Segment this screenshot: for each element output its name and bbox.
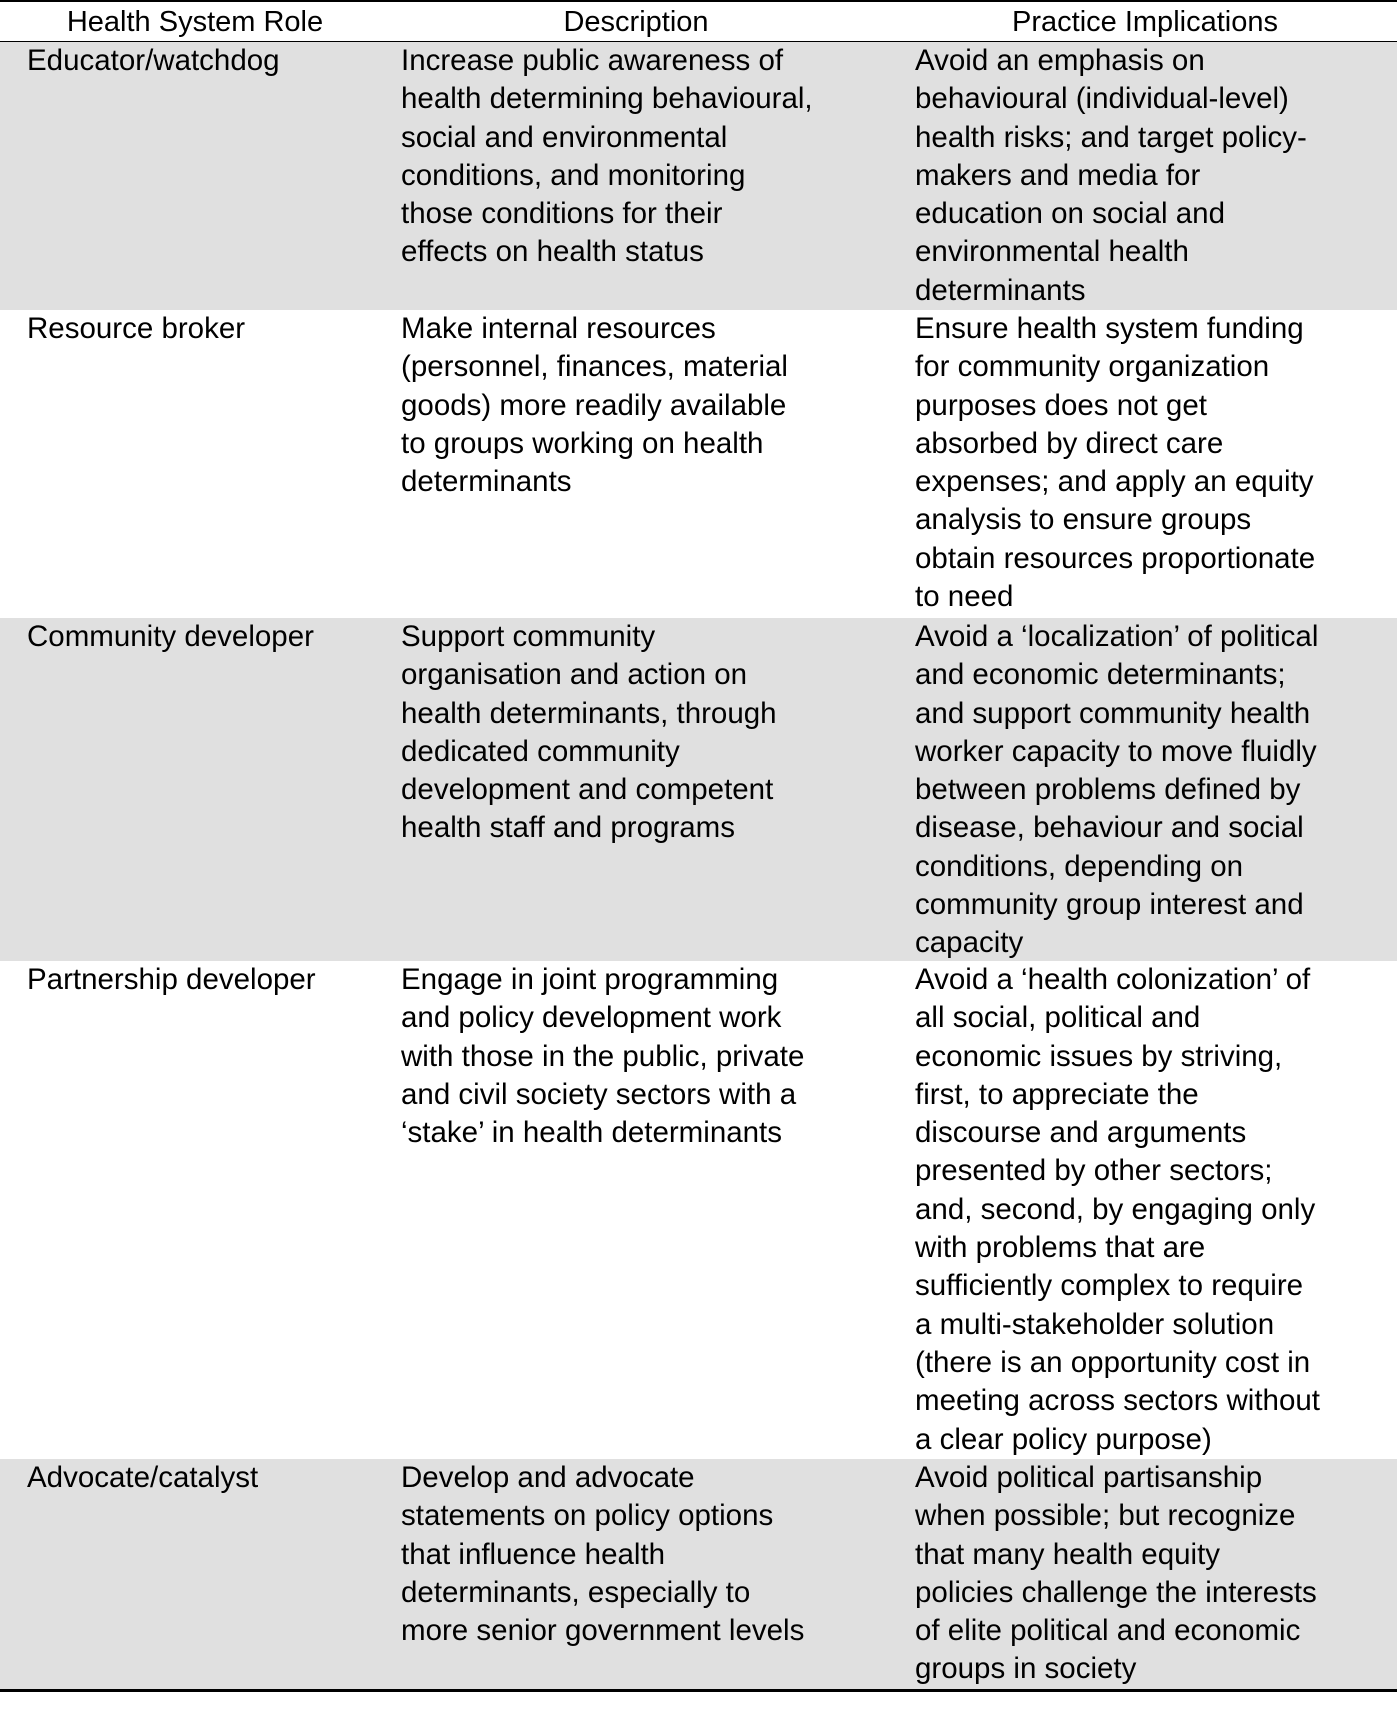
description-cell	[401, 618, 777, 848]
cell-text-line: of elite political and economic	[915, 1614, 1301, 1648]
cell-text-line: makers and media for	[915, 158, 1201, 192]
implications-cell	[915, 961, 1320, 1459]
cell-text-line: with those in the public, private	[401, 1039, 805, 1073]
cell-text-line: behavioural (individual-level)	[915, 82, 1289, 116]
cell-text-line: Make internal resources	[401, 312, 716, 345]
table-header	[0, 2, 1397, 43]
cell-text-line: organisation and action on	[401, 658, 748, 692]
cell-text-line: presented by other sectors;	[915, 1154, 1273, 1188]
cell-text-line: those conditions for their	[401, 197, 723, 231]
cell-text-line: determinants	[401, 465, 572, 499]
cell-text-line: goods) more readily available	[401, 388, 787, 422]
cell-text-line: and civil society sectors with a	[401, 1077, 797, 1111]
implications-cell	[915, 1459, 1317, 1689]
cell-text-line: analysis to ensure groups	[915, 503, 1252, 537]
cell-text-line: that many health equity	[915, 1537, 1221, 1571]
cell-text-line: health risks; and target policy-	[915, 120, 1307, 154]
table-row	[0, 961, 1397, 1459]
cell-text-line: discourse and arguments	[915, 1116, 1247, 1150]
bottom-rule	[0, 1689, 1397, 1692]
cell-text-line: dedicated community	[401, 734, 680, 768]
cell-text-line: when possible; but recognize	[915, 1499, 1296, 1533]
role-cell	[27, 42, 280, 80]
implications-cell	[915, 618, 1318, 963]
cell-text-line: community group interest and	[915, 888, 1304, 922]
table-row	[0, 310, 1397, 618]
cell-text-line: Avoid political partisanship	[915, 1461, 1263, 1494]
cell-text-line: economic issues by striving,	[915, 1039, 1283, 1073]
cell-text-line: (there is an opportunity cost in	[915, 1345, 1311, 1379]
cell-text-line: determinants	[915, 273, 1086, 307]
cell-text-line: and, second, by engaging only	[915, 1192, 1316, 1226]
cell-text-line: Advocate/catalyst	[27, 1461, 259, 1494]
header-health-system-role: Health System Role	[66, 6, 324, 38]
cell-text-line: social and environmental	[401, 120, 728, 154]
cell-text-line: Engage in joint programming	[401, 963, 779, 996]
cell-text-line: conditions, depending on	[915, 849, 1244, 883]
description-cell	[401, 310, 788, 501]
cell-text-line: a multi-stakeholder solution	[915, 1307, 1275, 1341]
cell-text-line: Ensure health system funding	[915, 312, 1304, 345]
cell-text-line: environmental health	[915, 235, 1189, 269]
cell-text-line: groups in society	[915, 1652, 1137, 1686]
cell-text-line: with problems that are	[915, 1231, 1206, 1265]
cell-text-line: that influence health	[401, 1537, 666, 1571]
cell-text-line: obtain resources proportionate	[915, 541, 1316, 575]
cell-text-line: (personnel, finances, material	[401, 350, 788, 384]
cell-text-line: effects on health status	[401, 235, 704, 269]
cell-text-line: Increase public awareness of	[401, 44, 784, 77]
implications-cell	[915, 42, 1307, 310]
cell-text-line: ‘stake’ in health determinants	[401, 1116, 782, 1150]
cell-text-line: statements on policy options	[401, 1499, 774, 1533]
cell-text-line: conditions, and monitoring	[401, 158, 746, 192]
cell-text-line: a clear policy purpose)	[915, 1422, 1212, 1456]
cell-text-line: health determinants, through	[401, 696, 777, 730]
role-cell	[27, 1459, 258, 1497]
cell-text-line: Resource broker	[27, 312, 246, 345]
cell-text-line: and economic determinants;	[915, 658, 1286, 692]
cell-text-line: policies challenge the interests	[915, 1575, 1317, 1609]
description-cell	[401, 42, 813, 272]
cell-text-line: capacity	[915, 926, 1024, 960]
cell-text-line: Community developer	[27, 620, 314, 653]
description-cell	[401, 961, 804, 1152]
cell-text-line: expenses; and apply an equity	[915, 465, 1314, 499]
cell-text-line: Support community	[401, 620, 656, 653]
cell-text-line: to groups working on health	[401, 426, 764, 460]
cell-text-line: absorbed by direct care	[915, 426, 1224, 460]
cell-text-line: between problems defined by	[915, 773, 1301, 807]
description-cell	[401, 1459, 804, 1650]
cell-text-line: Avoid a ‘localization’ of political	[915, 620, 1319, 653]
table-row	[0, 1459, 1397, 1689]
cell-text-line: Avoid an emphasis on	[915, 44, 1205, 77]
cell-text-line: health staff and programs	[401, 811, 735, 845]
cell-text-line: purposes does not get	[915, 388, 1207, 422]
header-practice-implications: Practice Implications	[1012, 6, 1278, 38]
cell-text-line: education on social and	[915, 197, 1225, 231]
role-cell	[27, 310, 245, 348]
cell-text-line: first, to appreciate the	[915, 1077, 1199, 1111]
cell-text-line: sufficiently complex to require	[915, 1269, 1304, 1303]
table-row	[0, 42, 1397, 310]
role-cell	[27, 961, 316, 999]
implications-cell	[915, 310, 1315, 616]
cell-text-line: disease, behaviour and social	[915, 811, 1304, 845]
cell-text-line: meeting across sectors without	[915, 1384, 1320, 1418]
cell-text-line: development and competent	[401, 773, 774, 807]
cell-text-line: Develop and advocate	[401, 1461, 695, 1494]
cell-text-line: Educator/watchdog	[27, 44, 280, 77]
cell-text-line: worker capacity to move fluidly	[915, 734, 1317, 768]
cell-text-line: and policy development work	[401, 1001, 782, 1035]
role-cell	[27, 618, 314, 656]
cell-text-line: for community organization	[915, 350, 1270, 384]
cell-text-line: to need	[915, 580, 1014, 614]
cell-text-line: health determining behavioural,	[401, 82, 813, 116]
table-row	[0, 618, 1397, 961]
cell-text-line: determinants, especially to	[401, 1575, 751, 1609]
cell-text-line: Avoid a ‘health colonization’ of	[915, 963, 1311, 996]
header-description: Description	[563, 6, 709, 38]
cell-text-line: Partnership developer	[27, 963, 316, 996]
cell-text-line: more senior government levels	[401, 1614, 805, 1648]
cell-text-line: and support community health	[915, 696, 1311, 730]
cell-text-line: all social, political and	[915, 1001, 1201, 1035]
